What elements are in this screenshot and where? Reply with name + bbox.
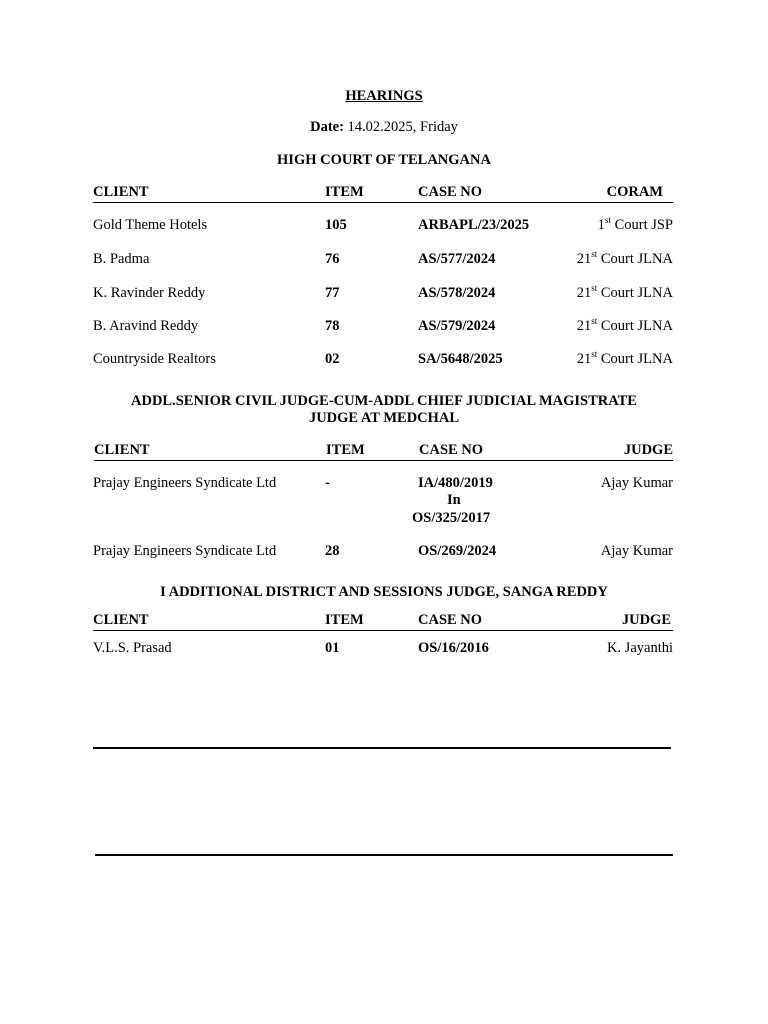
table-row (93, 285, 673, 303)
col-judge: JUDGE (623, 442, 673, 458)
case-number: OS/16/2016 (418, 640, 489, 656)
item-number: 76 (325, 251, 340, 267)
date-line (0, 119, 768, 136)
client-name: V.L.S. Prasad (93, 640, 172, 656)
table-row (93, 251, 673, 269)
client-name: K. Ravinder Reddy (93, 285, 206, 301)
item-number: 105 (325, 217, 347, 233)
col-coram: CORAM (606, 184, 663, 200)
coram: 21st Court JLNA (576, 249, 673, 267)
section-heading-medchal-line2: JUDGE AT MEDCHAL (308, 410, 460, 426)
coram: 21st Court JLNA (576, 316, 673, 334)
item-number: 01 (325, 640, 340, 656)
col-case-no: CASE NO (418, 612, 483, 628)
date-value: 14.02.2025, Friday (347, 119, 458, 135)
table-row (93, 318, 673, 336)
judge-name: K. Jayanthi (606, 640, 673, 656)
table-row (93, 217, 673, 235)
case-number: OS/269/2024 (418, 543, 497, 559)
client-name: Prajay Engineers Syndicate Ltd (93, 475, 277, 491)
item-number: 02 (325, 351, 340, 367)
case-number: ARBAPL/23/2025 (418, 217, 530, 233)
col-item: ITEM (326, 442, 365, 458)
case-number-secondary: OS/325/2017 (412, 510, 491, 526)
table-row (93, 351, 673, 369)
table-row (93, 640, 673, 658)
item-number: - (325, 475, 330, 491)
col-judge: JUDGE (621, 612, 671, 628)
item-number: 28 (325, 543, 340, 559)
table-row (93, 475, 673, 493)
coram: 21st Court JLNA (576, 283, 673, 301)
col-client: CLIENT (93, 612, 149, 628)
section-heading-high-court: HIGH COURT OF TELANGANA (277, 152, 491, 168)
table-row (93, 543, 673, 561)
col-case-no: CASE NO (418, 184, 483, 200)
section-heading-medchal-line1: ADDL.SENIOR CIVIL JUDGE-CUM-ADDL CHIEF JUDICIAL MAGISTRATE (131, 393, 637, 409)
section-heading-sanga-reddy: I ADDITIONAL DISTRICT AND SESSIONS JUDGE, SANGA REDDY (160, 584, 608, 600)
item-number: 78 (325, 318, 340, 334)
judge-name: Ajay Kumar (600, 475, 673, 491)
table-header-sanga-reddy (93, 612, 673, 631)
table-header-medchal (94, 442, 673, 461)
coram: 1st Court JSP (597, 215, 673, 233)
page-title: HEARINGS (345, 88, 423, 104)
col-client: CLIENT (94, 442, 150, 458)
col-case-no: CASE NO (419, 442, 484, 458)
case-number: AS/579/2024 (418, 318, 496, 334)
date-label: Date: (310, 119, 344, 135)
case-number: AS/577/2024 (418, 251, 496, 267)
client-name: Countryside Realtors (93, 351, 216, 367)
table-header-high-court (93, 184, 673, 203)
divider-line (93, 747, 671, 749)
col-item: ITEM (325, 184, 364, 200)
client-name: B. Padma (93, 251, 150, 267)
case-number: AS/578/2024 (418, 285, 496, 301)
client-name: Gold Theme Hotels (93, 217, 208, 233)
divider-line (95, 854, 673, 856)
case-number: IA/480/2019 (418, 475, 493, 491)
coram: 21st Court JLNA (576, 349, 673, 367)
item-number: 77 (325, 285, 340, 301)
case-connector: In (447, 492, 461, 508)
col-item: ITEM (325, 612, 364, 628)
judge-name: Ajay Kumar (600, 543, 673, 559)
client-name: B. Aravind Reddy (93, 318, 199, 334)
case-number: SA/5648/2025 (418, 351, 503, 367)
client-name: Prajay Engineers Syndicate Ltd (93, 543, 277, 559)
col-client: CLIENT (93, 184, 149, 200)
